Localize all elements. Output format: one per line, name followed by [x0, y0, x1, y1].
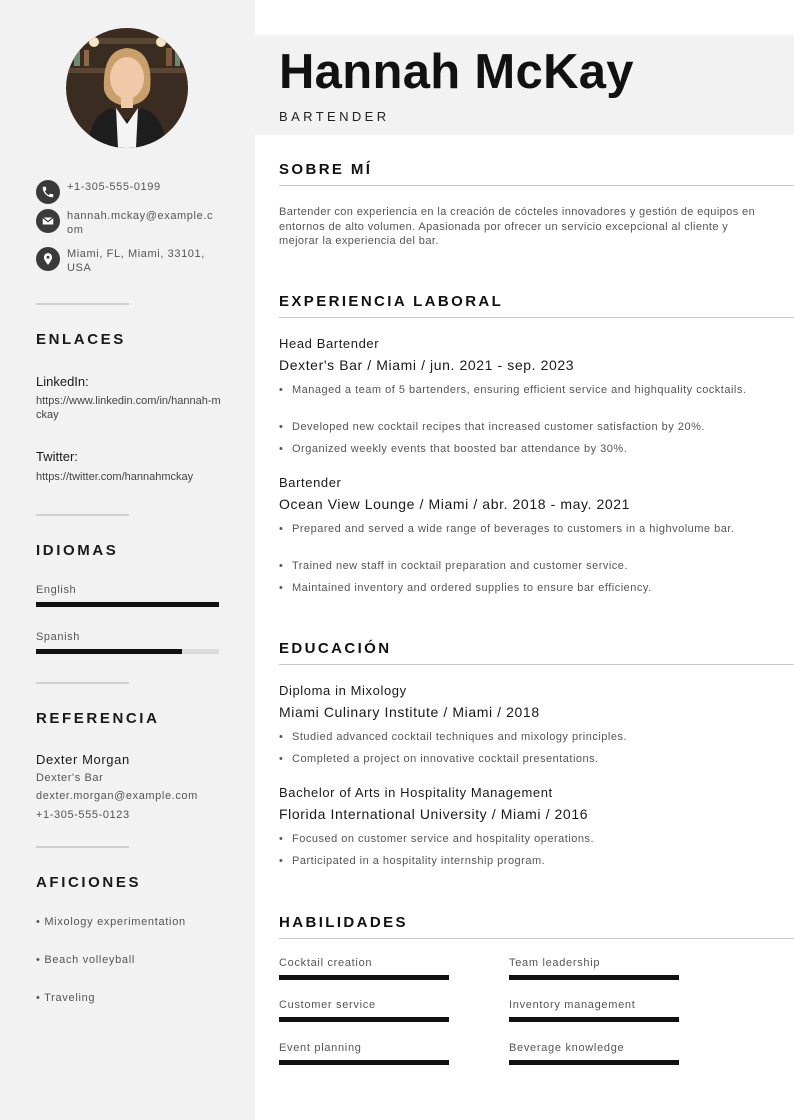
- linkedin-link[interactable]: https://www.linkedin.com/in/hannah-mckay: [36, 395, 221, 421]
- education-bullet: • Focused on customer service and hospitality operations.: [279, 832, 779, 846]
- language-name: English: [36, 584, 77, 596]
- section-divider: [279, 664, 794, 665]
- skill-level-fill: [509, 975, 679, 980]
- languages-heading: IDIOMAS: [36, 542, 119, 559]
- job-title: Bartender: [279, 475, 342, 490]
- language-level-bar: [36, 602, 219, 607]
- about-heading: SOBRE MÍ: [279, 161, 373, 178]
- skill-level-fill: [509, 1017, 679, 1022]
- hobby-item: • Traveling: [36, 992, 96, 1004]
- sidebar-divider: [36, 303, 129, 305]
- envelope-icon: [36, 209, 60, 233]
- reference-heading: REFERENCIA: [36, 710, 160, 727]
- job-bullet: • Developed new cocktail recipes that increased customer satisfaction by 20%.: [279, 420, 779, 434]
- skill-name: Cocktail creation: [279, 957, 373, 969]
- profile-photo-illustration: [66, 28, 188, 148]
- education-heading: EDUCACIÓN: [279, 640, 392, 657]
- skill-name: Team leadership: [509, 957, 601, 969]
- candidate-name: Hannah McKay: [279, 45, 634, 99]
- reference-name: Dexter Morgan: [36, 752, 130, 767]
- reference-company: Dexter's Bar: [36, 772, 104, 784]
- experience-heading: EXPERIENCIA LABORAL: [279, 293, 504, 310]
- language-name: Spanish: [36, 631, 80, 643]
- contact-email-text[interactable]: hannah.mckay@example.com: [67, 210, 214, 236]
- education-title: Bachelor of Arts in Hospitality Management: [279, 785, 553, 800]
- linkedin-label: LinkedIn:: [36, 374, 89, 389]
- education-bullet: • Studied advanced cocktail techniques and mixology principles.: [279, 730, 779, 744]
- skill-level-bar: [509, 975, 679, 980]
- education-bullet: • Participated in a hospitality internship program.: [279, 854, 779, 868]
- sidebar-divider: [36, 846, 129, 848]
- job-bullet: • Trained new staff in cocktail preparation and customer service.: [279, 559, 779, 573]
- location-pin-icon: [36, 247, 60, 271]
- skill-level-bar: [279, 1017, 449, 1022]
- candidate-role: BARTENDER: [279, 109, 390, 124]
- hobby-item: • Mixology experimentation: [36, 916, 186, 928]
- education-bullet: • Completed a project on innovative cocktail presentations.: [279, 752, 779, 766]
- hobby-item-label: Traveling: [44, 992, 96, 1004]
- job-bullet: • Organized weekly events that boosted bar attendance by 30%.: [279, 442, 779, 456]
- reference-email[interactable]: dexter.morgan@example.com: [36, 790, 198, 802]
- education-subtitle: Miami Culinary Institute / Miami / 2018: [279, 704, 540, 720]
- skill-level-fill: [279, 1017, 449, 1022]
- twitter-label: Twitter:: [36, 449, 78, 464]
- sidebar-divider: [36, 682, 129, 684]
- job-bullet: • Maintained inventory and ordered supplies to ensure bar efficiency.: [279, 581, 779, 595]
- skill-level-bar: [279, 975, 449, 980]
- skills-heading: HABILIDADES: [279, 914, 408, 931]
- job-title: Head Bartender: [279, 336, 380, 351]
- section-divider: [279, 938, 794, 939]
- skill-level-fill: [509, 1060, 679, 1065]
- contact-phone: [36, 180, 217, 204]
- skill-level-fill: [279, 975, 449, 980]
- sidebar: [0, 0, 255, 1120]
- profile-photo: [66, 28, 188, 148]
- contact-address-text: Miami, FL, Miami, 33101, USA: [67, 248, 205, 274]
- twitter-link[interactable]: https://twitter.com/hannahmckay: [36, 471, 194, 483]
- contact-address: [36, 247, 217, 275]
- skill-name: Customer service: [279, 999, 376, 1011]
- job-bullet: • Managed a team of 5 bartenders, ensuring efficient service and highquality cocktails.: [279, 383, 779, 397]
- education-title: Diploma in Mixology: [279, 683, 407, 698]
- skill-level-bar: [509, 1017, 679, 1022]
- hobby-item-label: Mixology experimentation: [44, 916, 186, 928]
- skill-name: Beverage knowledge: [509, 1042, 625, 1054]
- section-divider: [279, 185, 794, 186]
- links-heading: ENLACES: [36, 331, 126, 348]
- hobby-item: • Beach volleyball: [36, 954, 136, 966]
- job-subtitle: Dexter's Bar / Miami / jun. 2021 - sep. 2023: [279, 357, 575, 373]
- skill-name: Inventory management: [509, 999, 636, 1011]
- hobbies-heading: AFICIONES: [36, 874, 142, 891]
- language-level-bar: [36, 649, 219, 654]
- about-text: Bartender con experiencia en la creación de cócteles innovadores y gestión de equipos en entornos de alto volumen. Apasionada por ofrecer un servicio excepcional al cliente y mejorar la experiencia del bar.: [279, 206, 756, 247]
- contact-email: [36, 209, 217, 237]
- contact-phone-text: +1-305-555-0199: [67, 181, 161, 193]
- section-divider: [279, 317, 794, 318]
- skill-level-bar: [279, 1060, 449, 1065]
- phone-icon: [36, 180, 60, 204]
- skill-name: Event planning: [279, 1042, 362, 1054]
- language-level-fill: [36, 649, 182, 654]
- skill-level-bar: [509, 1060, 679, 1065]
- language-level-fill: [36, 602, 219, 607]
- education-subtitle: Florida International University / Miami / 2016: [279, 806, 589, 822]
- sidebar-divider: [36, 514, 129, 516]
- job-bullet: • Prepared and served a wide range of beverages to customers in a highvolume bar.: [279, 522, 779, 536]
- skill-level-fill: [279, 1060, 449, 1065]
- reference-phone: +1-305-555-0123: [36, 809, 130, 821]
- hobby-item-label: Beach volleyball: [44, 954, 136, 966]
- job-subtitle: Ocean View Lounge / Miami / abr. 2018 - may. 2021: [279, 496, 631, 512]
